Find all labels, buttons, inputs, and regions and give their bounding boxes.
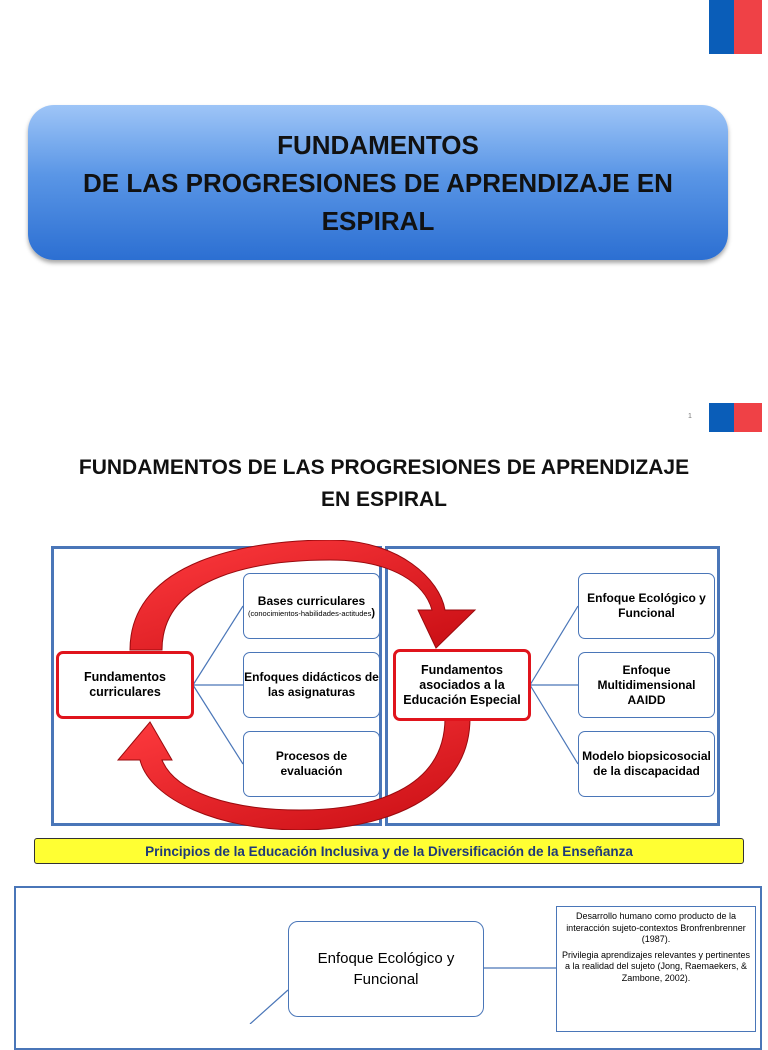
slide3-description-paragraph-2: Privilegia aprendizajes relevantes y pertinentes a la realidad del sujeto (Jong, Raemaekers, & Zambone, 2002).: [561, 949, 751, 983]
fundamentos-curriculares-label: Fundamentos curriculares: [84, 670, 166, 699]
procesos-evaluacion-box: [243, 731, 380, 797]
fundamentos-educacion-especial-box: [393, 649, 531, 721]
slide3-description-box: [556, 906, 756, 1032]
slide1-title-line-3: ESPIRAL: [321, 205, 435, 236]
enfoques-didacticos-label: Enfoques didácticos de las asignaturas: [244, 670, 379, 699]
slide1-title-line-2: DE LAS PROGRESIONES DE APRENDIZAJE EN: [83, 167, 673, 198]
enfoque-multidimensional-box: [578, 652, 715, 718]
enfoque-multidimensional-label: Enfoque Multidimensional AAIDD: [597, 662, 696, 707]
enfoque-ecologico-label: Enfoque Ecológico y Funcional: [587, 591, 706, 620]
slide1-title-banner: [28, 105, 728, 260]
chile-flag-icon: [706, 0, 762, 54]
enfoque-ecologico-box: [578, 573, 715, 639]
slide3-description-paragraph-1: Desarrollo humano como producto de la interacción sujeto-contextos Bronfrenbrenner (1987).: [566, 911, 746, 944]
fundamentos-educacion-especial-label: Fundamentos asociados a la Educación Especial: [403, 662, 521, 707]
slide2-title-line-2: EN ESPIRAL: [320, 488, 448, 511]
page-number: 1: [688, 413, 692, 420]
slide3-enfoque-ecologico-label: Enfoque Ecológico y Funcional: [317, 950, 455, 988]
modelo-biopsicosocial-box: [578, 731, 715, 797]
enfoques-didacticos-box: [243, 652, 380, 718]
fundamentos-curriculares-box: [56, 651, 194, 719]
slide2-title: [20, 452, 748, 516]
slide3-enfoque-ecologico-box: [288, 921, 484, 1017]
bases-curriculares-box: [243, 573, 380, 639]
bases-curriculares-note: (conocimientos-habilidades-actitudes): [247, 607, 376, 619]
chile-flag-icon: [706, 403, 762, 432]
slide1-title-line-1: FUNDAMENTOS: [277, 129, 479, 160]
principles-bar: Principios de la Educación Inclusiva y de la Diversificación de la Enseñanza: [34, 838, 744, 864]
bases-curriculares-label: Bases curriculares: [257, 594, 366, 608]
procesos-evaluacion-label: Procesos de evaluación: [275, 749, 348, 778]
slide2-title-line-1: FUNDAMENTOS DE LAS PROGRESIONES DE APRENDIZAJE: [78, 456, 690, 479]
modelo-biopsicosocial-label: Modelo biopsicosocial de la discapacidad: [582, 749, 711, 778]
